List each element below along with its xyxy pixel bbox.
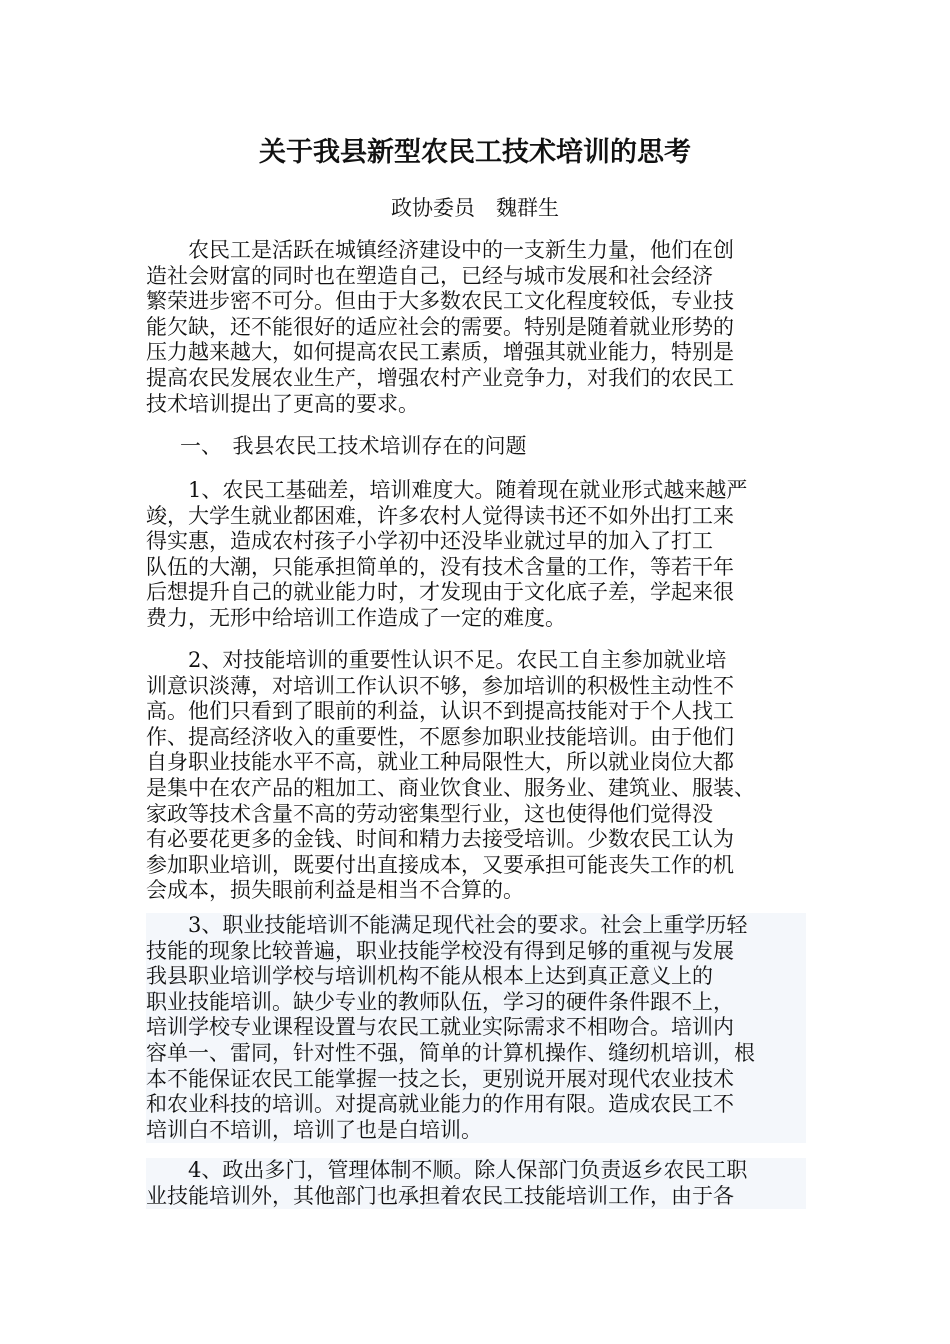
section-heading-1: 一、 我县农民工技术培训存在的问题: [180, 434, 527, 458]
document-author: 政协委员 魏群生: [391, 196, 559, 220]
document-title: 关于我县新型农民工技术培训的思考: [259, 137, 691, 168]
paragraph-1: 1、农民工基础差，培训难度大。随着现在就业形式越来越严 竣，大学生就业都困难，许多农村人觉得读书还不如外出打工来 得实惠，造成农村孩子小学初中还没毕业就过早的加入了打工 队伍的大潮，只能承担简单的，没有技术含量的工作，等若干年 后想提升自己的就业能力时，才发现由于文化底子差，学起来很 费力，无形中给培训工作造成了一定的难度。: [146, 478, 748, 630]
paragraph-2: 2、对技能培训的重要性认识不足。农民工自主参加就业培 训意识淡薄，对培训工作认识不够，参加培训的积极性主动性不 高。他们只看到了眼前的利益，认识不到提高技能对于个人找工 作、提高经济收入的重要性，不愿参加职业技能培训。由于他们 自身职业技能水平不高，就业工种局限性大，所以就业岗位大都 是集中在农产品的粗加工、商业饮食业、服务业、建筑业、服装、 家政等技术含量不高的劳动密集型行业，这也使得他们觉得没 有必要花更多的金钱、时间和精力去接受培训。少数农民工认为 参加职业培训，既要付出直接成本，又要承担可能丧失工作的机 会成本，损失眼前利益是相当不合算的。: [146, 648, 755, 903]
intro-paragraph: 农民工是活跃在城镇经济建设中的一支新生力量，他们在创 造社会财富的同时也在塑造自己，已经与城市发展和社会经济 繁荣进步密不可分。但由于大多数农民工文化程度较低，专业技 能欠缺，还不能很好的适应社会的需要。特别是随着就业形势的 压力越来越大，如何提高农民工素质，增强其就业能力，特别是 提高农民发展农业生产，增强农村产业竞争力，对我们的农民工 技术培训提出了更高的要求。: [146, 238, 734, 416]
paragraph-4: 4、政出多门，管理体制不顺。除人保部门负责返乡农民工职 业技能培训外，其他部门也承担着农民工技能培训工作，由于各: [146, 1158, 806, 1209]
paragraph-3: 3、职业技能培训不能满足现代社会的要求。社会上重学历轻 技能的现象比较普遍，职业技能学校没有得到足够的重视与发展 我县职业培训学校与培训机构不能从根本上达到真正意义上的 职业技能培训。缺少专业的教师队伍，学习的硬件条件跟不上， 培训学校专业课程设置与农民工就业实际需求不相吻合。培训内 容单一、雷同，针对性不强，简单的计算机操作、缝纫机培训，根 本不能保证农民工能掌握一技之长，更别说开展对现代农业技术 和农业科技的培训。对提高就业能力的作用有限。造成农民工不 培训白不培训，培训了也是白培训。: [146, 913, 806, 1143]
